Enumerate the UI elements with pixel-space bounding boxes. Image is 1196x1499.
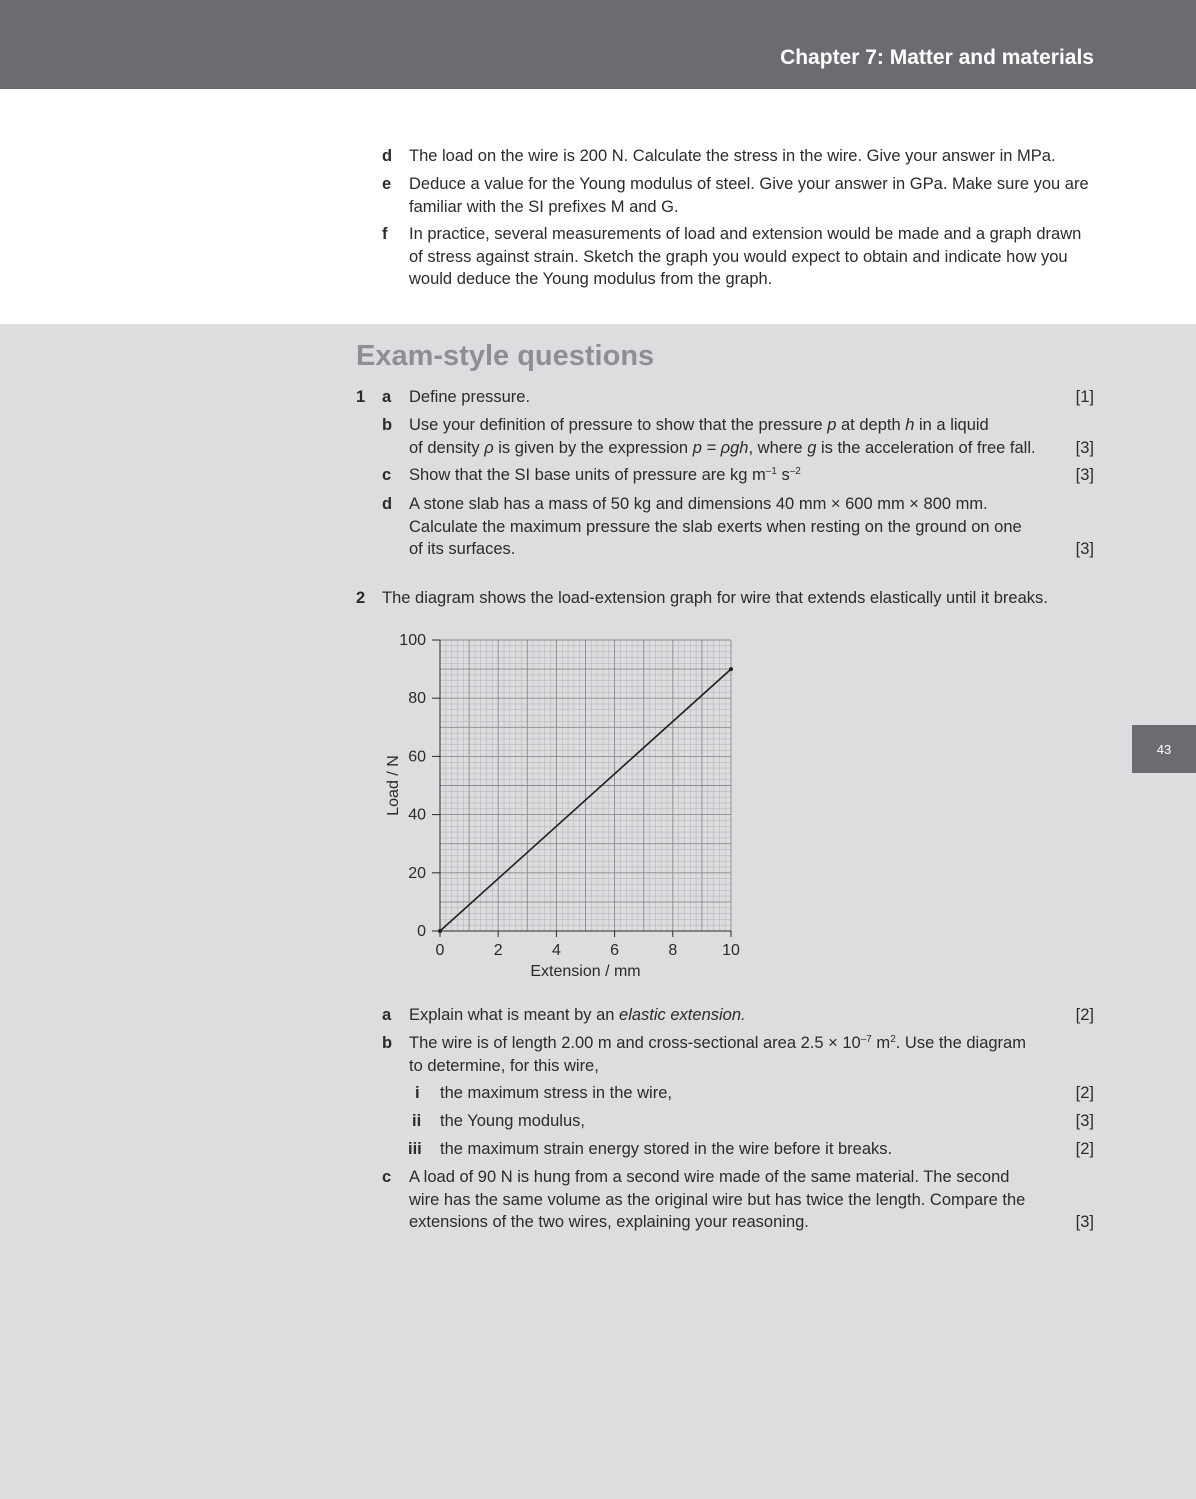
text-line: Deduce a value for the Young modulus of steel. Give your answer in GPa. Make sure you are [409,175,1089,193]
text-span: m [871,1034,891,1052]
page-number-tab [1132,725,1196,773]
question-text [409,493,1022,561]
question-text [409,464,801,487]
subpart-label: i [415,1084,420,1102]
text-span: is the acceleration of free fall. [816,438,1036,457]
question-text [409,145,1056,168]
text-span: is given by the expression [493,438,693,457]
text-span: Explain what is meant by an [409,1006,620,1024]
text-span: p = ρgh [692,438,749,457]
question-label: d [382,147,393,165]
x-tick-label: 4 [551,942,561,959]
text-line: wire has the same volume as the original wire but has twice the length. Compare the [409,1190,1026,1209]
question-label: c [382,1168,392,1186]
superscript: –1 [765,466,777,477]
data-point [438,929,442,933]
y-tick-label: 80 [408,690,426,708]
x-tick-label: 2 [493,942,503,959]
question-intro: The diagram shows the load-extension graph for wire that extends elastically until it breaks. [382,589,1048,607]
text-line: A load of 90 N is hung from a second wire made of the same material. The second [409,1168,1010,1186]
subpart-text: the Young modulus, [440,1112,585,1130]
mark-allocation: [2] [1075,1140,1094,1158]
text-span: , where [748,438,808,457]
question-text [409,1004,746,1027]
question-label: f [382,225,388,243]
question-label: b [382,416,393,434]
text-line: would deduce the Young modulus from the graph. [409,270,773,288]
data-point [729,667,733,671]
chapter-title: Chapter 7: Matter and materials [780,46,1094,69]
question-text [409,1166,1025,1234]
text-span: The wire is of length 2.00 m and cross-sectional area 2.5 × 10 [409,1034,861,1052]
question-label: c [382,466,392,484]
text-span: . Use the diagram [895,1034,1026,1052]
text-line [409,414,1036,437]
x-tick-label: 8 [668,942,678,959]
text-line: Calculate the maximum pressure the slab exerts when resting on the ground on one [409,517,1022,536]
text-line: A stone slab has a mass of 50 kg and dimensions 40 mm × 600 mm × 800 mm. [409,495,988,513]
y-tick-label: 20 [408,864,426,882]
text-line: extensions of the two wires, explaining your reasoning. [409,1213,809,1231]
text-line: of stress against strain. Sketch the graph you would expect to obtain and indicate how you [409,247,1068,266]
superscript: –2 [789,466,801,477]
y-axis-label: Load / N [385,755,402,816]
text-span: of density [409,438,485,457]
subpart-text: the maximum strain energy stored in the wire before it breaks. [440,1140,893,1158]
question-label: d [382,495,393,513]
question-label: a [382,388,392,406]
question-text [409,173,1089,218]
mark-allocation: [3] [1075,439,1094,457]
chart-svg [370,620,750,990]
mark-allocation: [2] [1075,1006,1094,1024]
mark-allocation: [1] [1075,388,1094,406]
text-span: Use your definition of pressure to show that the pressure [409,416,828,434]
x-tick-label: 6 [610,942,620,959]
load-extension-chart [370,620,750,990]
section-heading: Exam-style questions [356,340,655,372]
text-line [409,1032,1026,1055]
subpart-label: ii [412,1112,422,1130]
text-span: Show that the SI base units of pressure are kg m [409,466,766,484]
question-number: 1 [356,388,366,406]
superscript: 2 [890,1034,896,1045]
text-span: at depth [836,416,906,434]
mark-allocation: [2] [1075,1084,1094,1102]
mark-allocation: [3] [1075,540,1094,558]
question-label: e [382,175,392,193]
y-tick-label: 100 [399,632,426,649]
mark-allocation: [3] [1075,466,1094,484]
text-span: elastic extension. [619,1006,746,1024]
text-line: to determine, for this wire, [409,1056,599,1075]
question-text: Define pressure. [409,388,531,406]
x-tick-label: 10 [722,942,740,959]
question-text [409,414,1036,459]
text-line [409,437,1036,460]
question-text [409,223,1081,291]
y-tick-label: 40 [408,806,426,824]
text-span: in a liquid [914,416,989,434]
question-number: 2 [356,589,366,607]
text-line: In practice, several measurements of load and extension would be made and a graph drawn [409,225,1082,243]
superscript: –7 [860,1034,872,1045]
question-label: a [382,1006,392,1024]
question-label: b [382,1034,393,1052]
text-span: g [807,438,817,457]
mark-allocation: [3] [1075,1213,1094,1231]
x-axis-label: Extension / mm [530,963,641,980]
x-tick-label: 0 [435,942,445,959]
text-span: h [905,416,915,434]
text-line: of its surfaces. [409,540,516,558]
text-span: ρ [484,438,494,457]
text-span: s [776,466,790,484]
y-tick-label: 0 [417,923,426,940]
text-line: familiar with the SI prefixes M and G. [409,197,679,216]
text-span: p [827,416,837,434]
subpart-label: iii [408,1140,422,1158]
text-line: The load on the wire is 200 N. Calculate the stress in the wire. Give your answer in MPa. [409,147,1056,165]
question-text [409,1032,1026,1077]
page-number: 43 [1156,741,1172,757]
header-band [0,0,1196,89]
subpart-text: the maximum stress in the wire, [440,1084,672,1102]
y-tick-label: 60 [408,748,426,766]
mark-allocation: [3] [1075,1112,1094,1130]
